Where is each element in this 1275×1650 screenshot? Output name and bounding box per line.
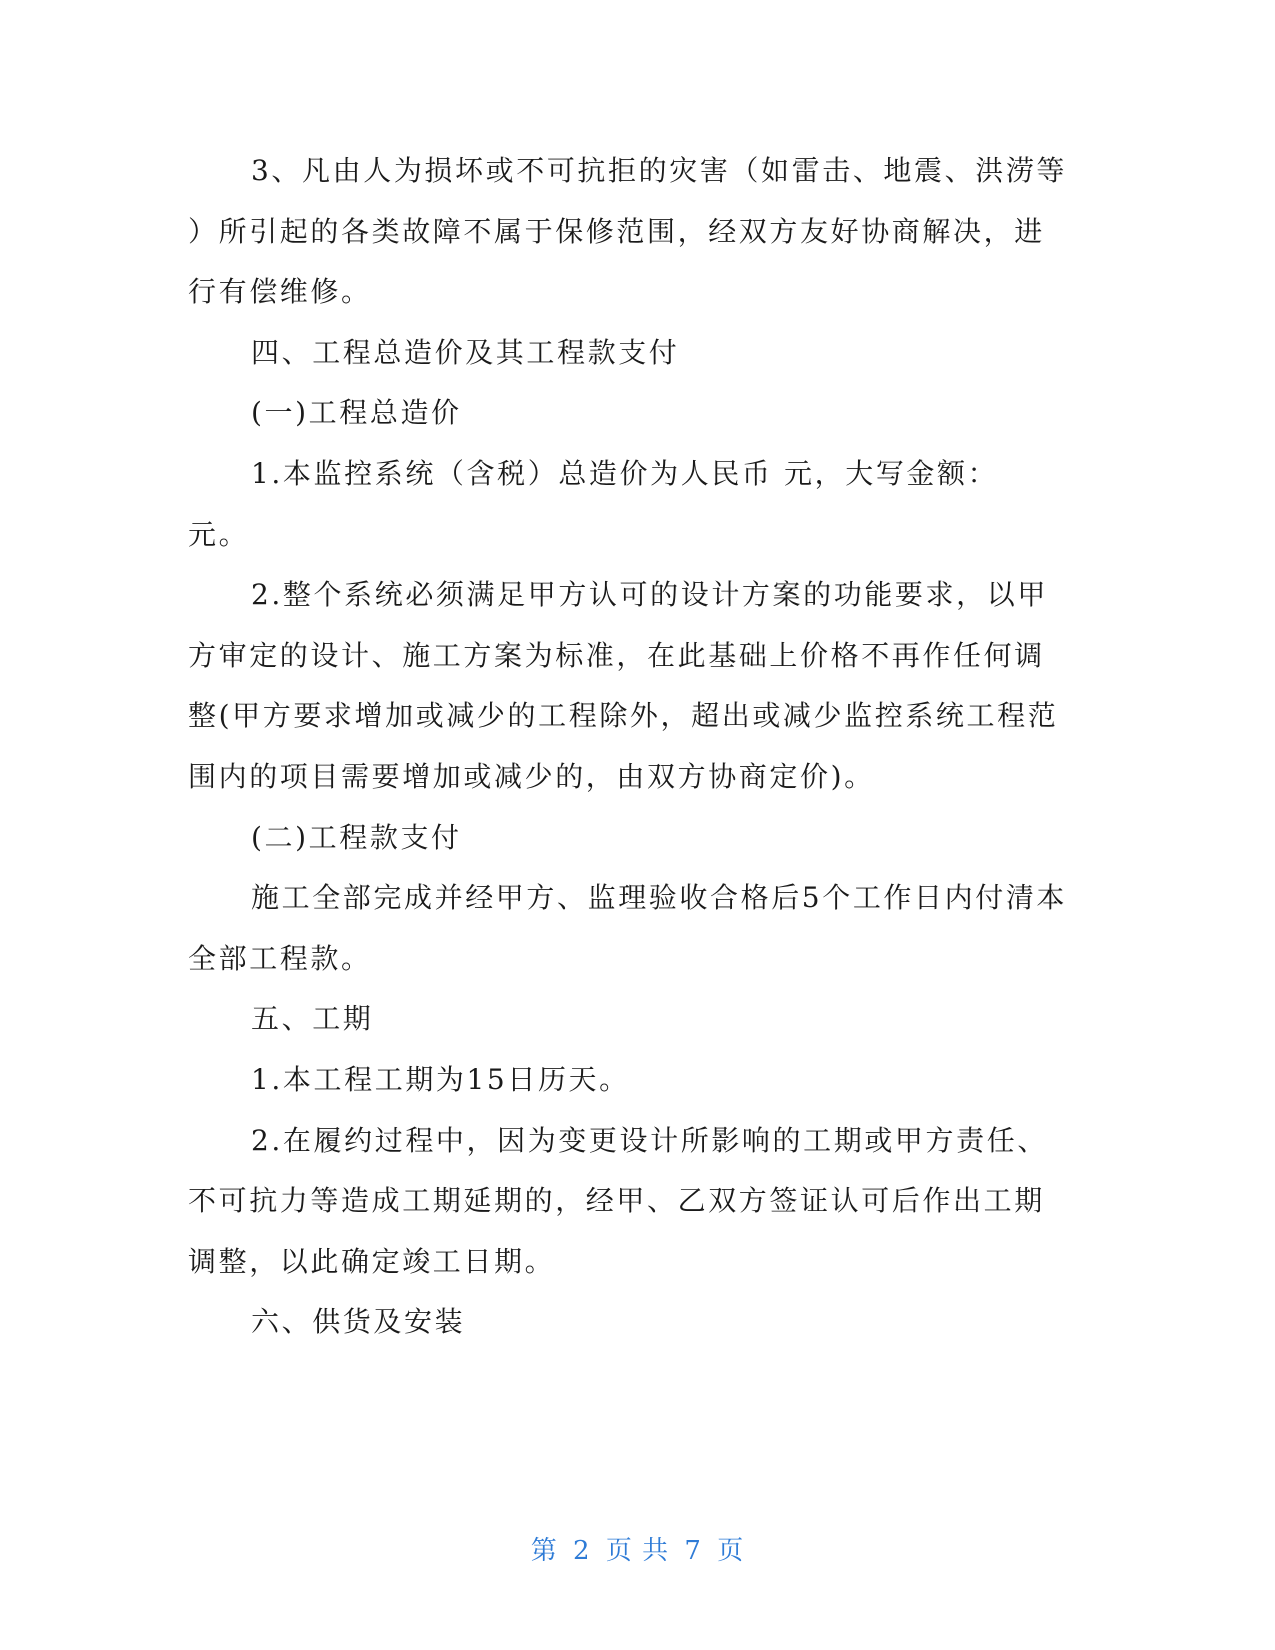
paragraph-payment-terms-cont bbox=[188, 929, 1088, 990]
page-footer bbox=[0, 1530, 1275, 1567]
text-line: (二)工程款支付 bbox=[251, 820, 462, 854]
paragraph-schedule-adjustment-cont bbox=[188, 1171, 1088, 1232]
paragraph-payment-terms bbox=[188, 868, 1088, 929]
paragraph-schedule-adjustment-cont bbox=[188, 1232, 1088, 1293]
paragraph-warranty-exclusion-cont bbox=[188, 202, 1088, 263]
document-body bbox=[188, 141, 1088, 1353]
text-line: 元。 bbox=[188, 517, 250, 551]
section-heading-supply-installation bbox=[188, 1292, 1088, 1353]
paragraph-warranty-exclusion-cont bbox=[188, 262, 1088, 323]
text-line: (一)工程总造价 bbox=[251, 396, 462, 430]
text-line: 2.整个系统必须满足甲方认可的设计方案的功能要求，以甲 bbox=[251, 578, 1048, 612]
section-heading-total-cost bbox=[188, 323, 1088, 384]
paragraph-system-requirements bbox=[188, 565, 1088, 626]
paragraph-schedule-adjustment bbox=[188, 1111, 1088, 1172]
section-heading-schedule bbox=[188, 989, 1088, 1050]
text-line: 2.在履约过程中，因为变更设计所影响的工期或甲方责任、 bbox=[251, 1123, 1048, 1157]
paragraph-total-price bbox=[188, 444, 1088, 505]
text-line: 1.本工程工期为15日历天。 bbox=[251, 1062, 630, 1096]
text-line: 行有偿维修。 bbox=[188, 275, 372, 309]
total-pages-number: 7 bbox=[684, 1536, 702, 1566]
text-line: 五、工期 bbox=[251, 1002, 374, 1036]
paragraph-warranty-exclusion bbox=[188, 141, 1088, 202]
text-line: 四、工程总造价及其工程款支付 bbox=[251, 335, 680, 369]
page-label-prefix: 第 bbox=[530, 1536, 558, 1566]
paragraph-total-price-cont bbox=[188, 505, 1088, 566]
paragraph-system-requirements-cont bbox=[188, 686, 1088, 747]
text-line: 方审定的设计、施工方案为标准，在此基础上价格不再作任何调 bbox=[188, 638, 1045, 672]
text-line: 3、凡由人为损坏或不可抗拒的灾害（如雷击、地震、洪涝等 bbox=[251, 154, 1068, 187]
text-line: 施工全部完成并经甲方、监理验收合格后5个工作日内付清本 bbox=[251, 881, 1068, 915]
current-page-number: 2 bbox=[573, 1536, 591, 1566]
paragraph-schedule-duration bbox=[188, 1050, 1088, 1111]
subsection-heading-payment bbox=[188, 808, 1088, 869]
subsection-heading-total-cost bbox=[188, 383, 1088, 444]
text-line: 调整，以此确定竣工日期。 bbox=[188, 1244, 556, 1278]
text-line: 不可抗力等造成工期延期的，经甲、乙双方签证认可后作出工期 bbox=[188, 1184, 1045, 1218]
text-line: 1.本监控系统（含税）总造价为人民币 元，大写金额： bbox=[251, 456, 999, 490]
text-line: 围内的项目需要增加或减少的，由双方协商定价)。 bbox=[188, 759, 875, 793]
text-line: ）所引起的各类故障不属于保修范围，经双方友好协商解决，进 bbox=[188, 214, 1045, 248]
page-label-middle: 页 共 bbox=[605, 1536, 670, 1566]
page-label-suffix: 页 bbox=[717, 1536, 745, 1566]
paragraph-system-requirements-cont bbox=[188, 626, 1088, 687]
paragraph-system-requirements-cont bbox=[188, 747, 1088, 808]
text-line: 六、供货及安装 bbox=[251, 1305, 466, 1339]
text-line: 整(甲方要求增加或减少的工程除外，超出或减少监控系统工程范 bbox=[188, 699, 1059, 733]
text-line: 全部工程款。 bbox=[188, 941, 372, 975]
